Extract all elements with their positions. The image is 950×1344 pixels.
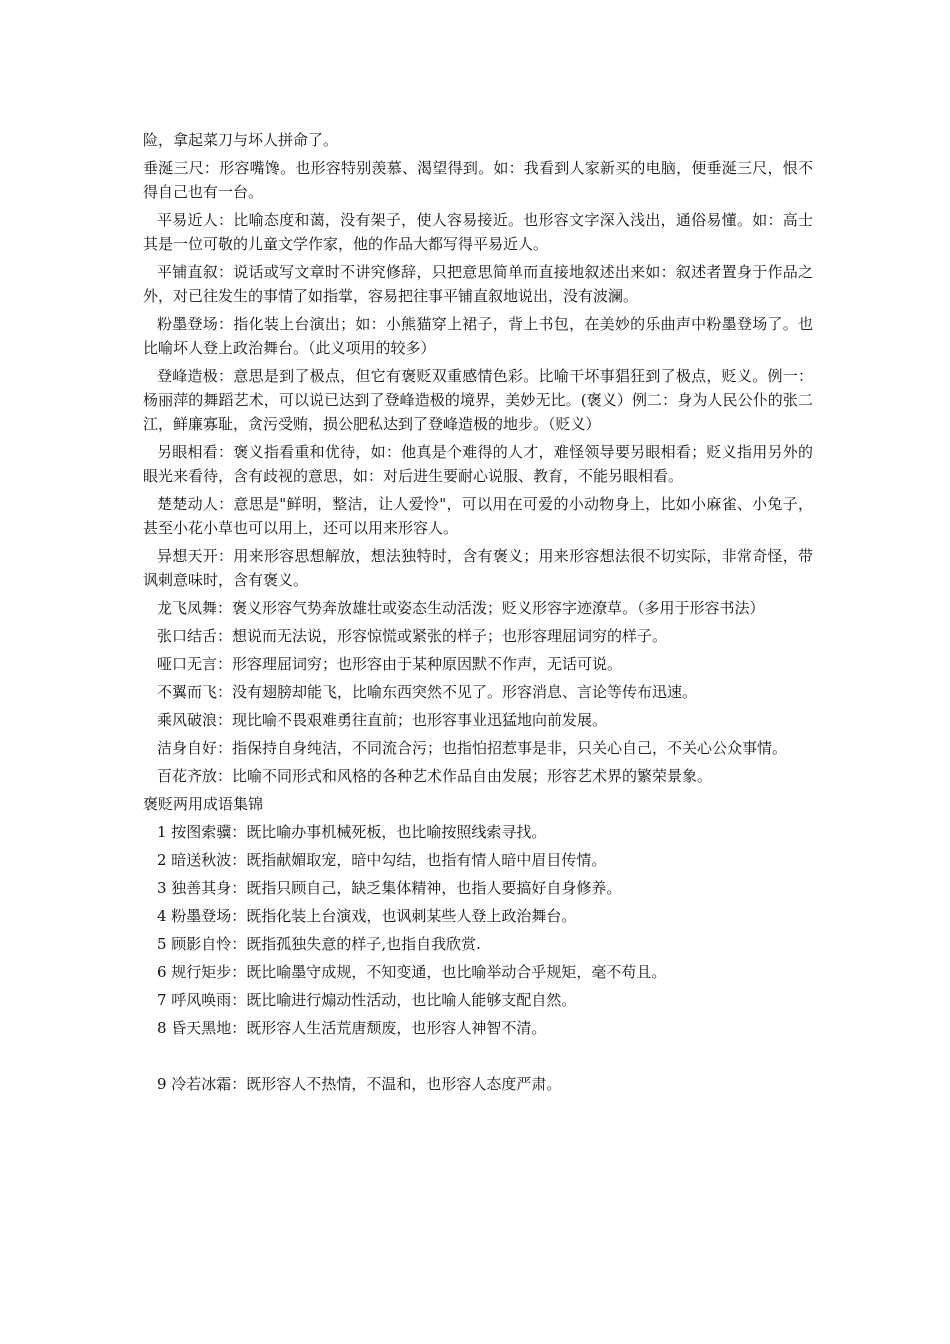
list-item: 1 按图索骥：既比喻办事机械死板，也比喻按照线索寻找。 bbox=[157, 823, 547, 841]
paragraph-ping-pu-zhi-xu: 平铺直叙：说话或写文章时不讲究修辞，只把意思简单而直接地叙述出来如：叙述者置身于作品之外，对已往发生的事情了如指掌，容易把往事平铺直叙地说出，没有波澜。 bbox=[143, 263, 813, 305]
list-item: 9 冷若冰霜：既形容人不热情，不温和，也形容人态度严肃。 bbox=[157, 1075, 562, 1093]
paragraph-ya-kou-wu-yan: 哑口无言：形容理屈词穷；也形容由于某种原因默不作声，无话可说。 bbox=[157, 655, 623, 673]
blank-line bbox=[143, 1044, 813, 1072]
list-item: 7 呼风唤雨：既比喻进行煽动性活动，也比喻人能够支配自然。 bbox=[157, 991, 577, 1009]
paragraph-chui-xian-san-chi: 垂涎三尺：形容嘴馋。也形容特别羡慕、渴望得到。如：我看到人家新买的电脑，便垂涎三尺，恨不得自己也有一台。 bbox=[143, 159, 813, 201]
paragraph-chu-chu-dong-ren: 楚楚动人：意思是"鲜明，整洁，让人爱怜"，可以用在可爱的小动物身上，比如小麻雀、小兔子，甚至小花小草也可以用上，还可以用来形容人。 bbox=[143, 495, 813, 537]
list-item: 3 独善其身：既指只顾自己，缺乏集体精神，也指人要搞好自身修养。 bbox=[157, 879, 622, 897]
paragraph-zhang-kou-jie-she: 张口结舌：想说而无法说，形容惊慌或紧张的样子；也形容理屈词穷的样子。 bbox=[157, 627, 668, 645]
list-item: 2 暗送秋波：既指献媚取宠，暗中勾结，也指有情人暗中眉目传情。 bbox=[157, 851, 607, 869]
paragraph-deng-feng-zao-ji: 登峰造极：意思是到了极点，但它有褒贬双重感情色彩。比喻干坏事猖狂到了极点，贬义。例一：杨丽萍的舞蹈艺术，可以说已达到了登峰造极的境界，美妙无比。(褒义）例二：身为人民公仆的张二江，鲜廉寡耻，贪污受贿，损公肥私达到了登峰造极的地步。（贬义） bbox=[143, 367, 813, 433]
paragraph-ping-yi-jin-ren: 平易近人：比喻态度和蔼，没有架子，使人容易接近。也形容文字深入浅出，通俗易懂。如：高士其是一位可敬的儿童文学作家，他的作品大都写得平易近人。 bbox=[143, 211, 813, 253]
paragraph-bai-hua-qi-fang: 百花齐放：比喻不同形式和风格的各种艺术作品自由发展；形容艺术界的繁荣景象。 bbox=[157, 767, 713, 785]
list-item: 6 规行矩步：既比喻墨守成规，不知变通，也比喻举动合乎规矩，毫不苟且。 bbox=[157, 963, 667, 981]
section-heading: 褒贬两用成语集锦 bbox=[143, 795, 264, 813]
document-body bbox=[143, 128, 813, 1100]
paragraph-bu-yi-er-fei: 不翼而飞：没有翅膀却能飞，比喻东西突然不见了。形容消息、言论等传布迅速。 bbox=[157, 683, 698, 701]
paragraph-cheng-feng-po-lang: 乘风破浪：现比喻不畏艰难勇往直前；也形容事业迅猛地向前发展。 bbox=[157, 711, 608, 729]
paragraph-jie-shen-zi-hao: 洁身自好：指保持自身纯洁，不同流合污；也指怕招惹事是非，只关心自己，不关心公众事情。 bbox=[157, 739, 788, 757]
paragraph-long-fei-feng-wu: 龙飞凤舞：褒义形容气势奔放雄壮或姿态生动活泼；贬义形容字迹潦草。（多用于形容书法） bbox=[157, 599, 765, 617]
list-item: 4 粉墨登场：既指化装上台演戏，也讽刺某些人登上政治舞台。 bbox=[157, 907, 577, 925]
list-item: 8 昏天黑地：既形容人生活荒唐颓废，也形容人神智不清。 bbox=[157, 1019, 547, 1037]
paragraph-ling-yan-xiang-kan: 另眼相看：褒义指看重和优待，如：他真是个难得的人才，难怪领导要另眼相看；贬义指用另外的眼光来看待，含有歧视的意思，如：对后进生要耐心说服、教育，不能另眼相看。 bbox=[143, 443, 813, 485]
paragraph-fen-mo-deng-chang: 粉墨登场：指化装上台演出；如：小熊猫穿上裙子，背上书包，在美妙的乐曲声中粉墨登场了。也比喻坏人登上政治舞台。（此义项用的较多） bbox=[143, 315, 813, 357]
paragraph-continuation: 险，拿起菜刀与坏人拼命了。 bbox=[143, 131, 339, 149]
paragraph-yi-xiang-tian-kai: 异想天开：用来形容思想解放，想法独特时，含有褒义；用来形容想法很不切实际，非常奇怪，带讽刺意味时，含有褒义。 bbox=[143, 547, 813, 589]
list-item: 5 顾影自怜：既指孤独失意的样子,也指自我欣赏. bbox=[157, 935, 481, 953]
